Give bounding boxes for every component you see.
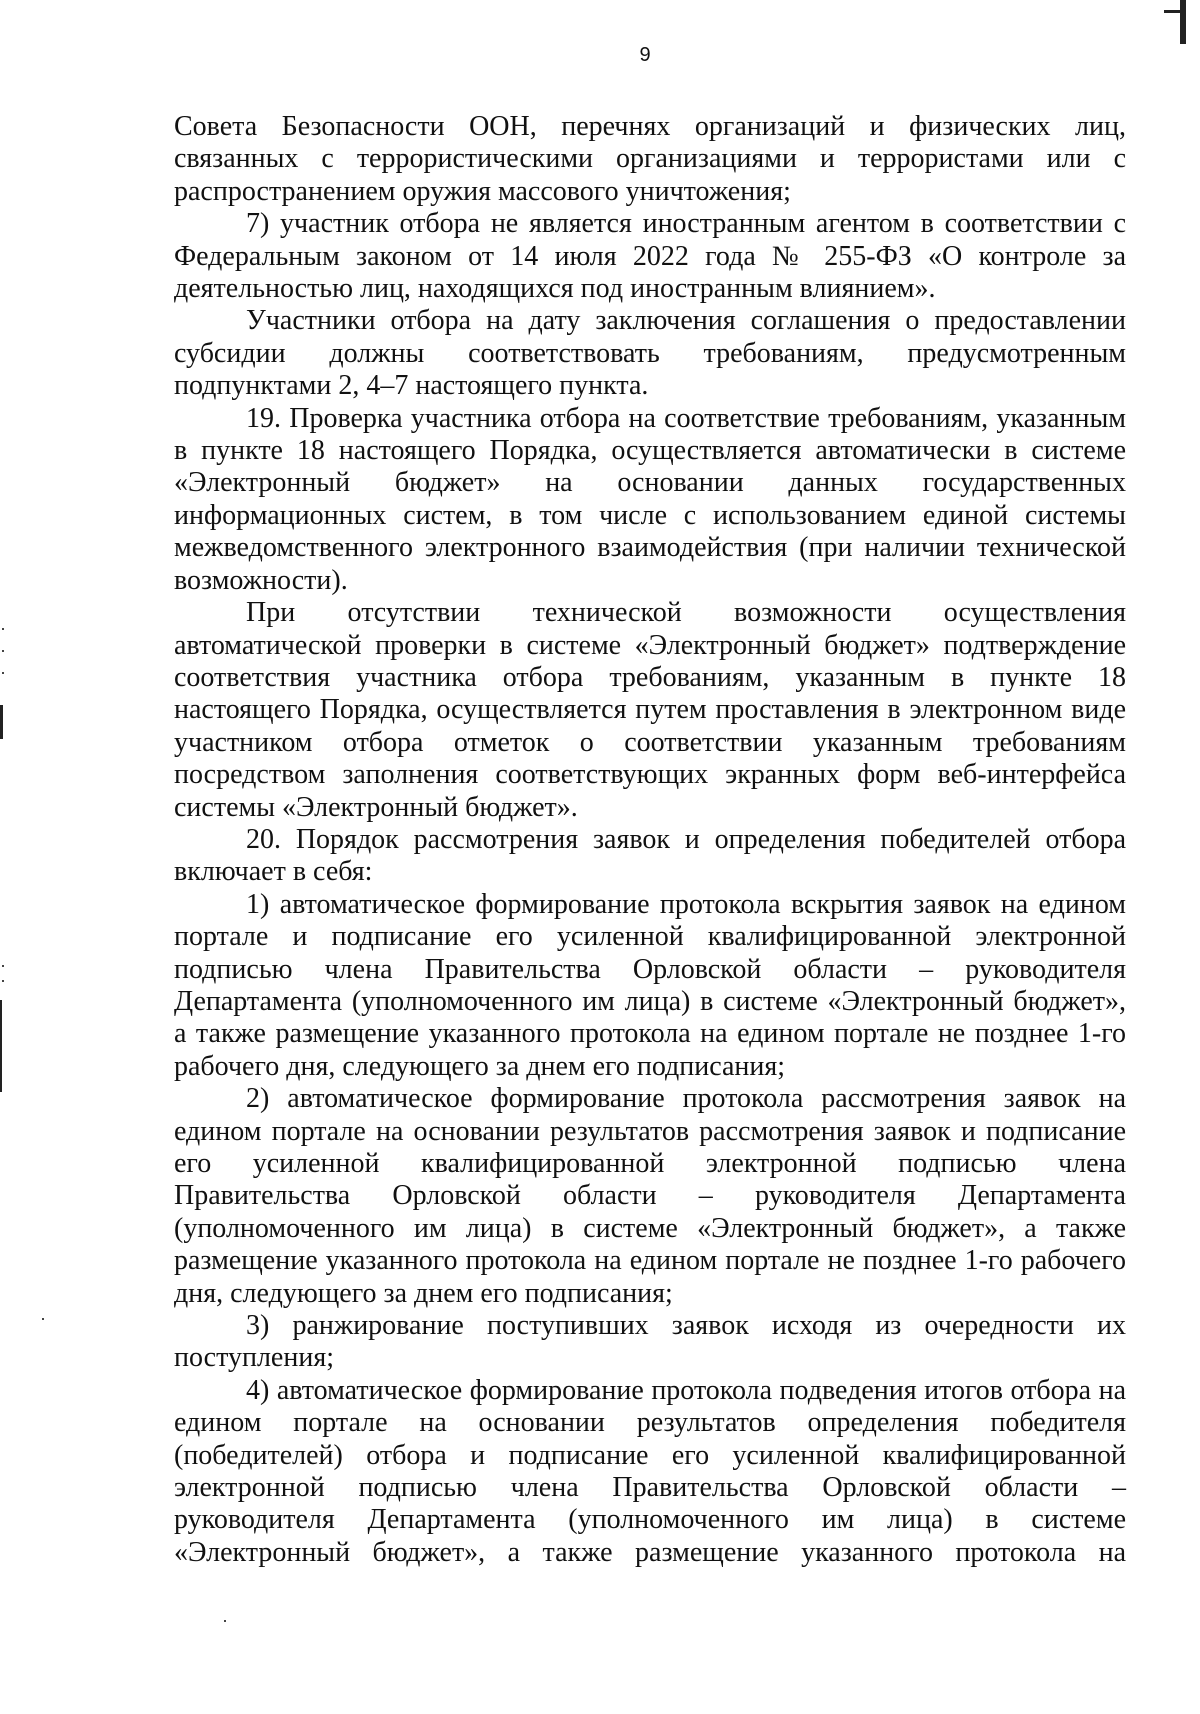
page-number: 9 <box>639 44 651 66</box>
scan-edge-mark <box>0 705 3 739</box>
paragraph: 20. Порядок рассмотрения заявок и определения победителей отбора включает в себя: <box>174 823 1126 888</box>
paragraph: 7) участник отбора не является иностранным агентом в соответствии с Федеральным законом от 14 июля 2022 года № 255-ФЗ «О контроле за деятельностью лиц, находящихся под иностранным влиянием». <box>174 208 1126 305</box>
paragraph: Совета Безопасности ООН, перечнях организаций и физических лиц, связанных с террористическими организациями и террористами или с распространением оружия массового уничтожения; <box>174 111 1126 207</box>
paragraph: 2) автоматическое формирование протокола рассмотрения заявок на едином портале на основании результатов рассмотрения заявок и подписание его усиленной квалифицированной электронной подписью члена Правительства Орловской области – руководителя Департамента (уполномоченного им лица) в системе «Электронный бюджет», а также размещение указанного протокола на едином портале не позднее 1-го рабочего дня, следующего за днем его подписания; <box>174 1083 1126 1309</box>
scan-speck <box>2 965 4 967</box>
document-body <box>174 111 1126 1569</box>
paragraph: Участники отбора на дату заключения соглашения о предоставлении субсидии должны соответствовать требованиям, предусмотренным подпунктами 2, 4–7 настоящего пункта. <box>174 305 1126 402</box>
paragraph: 19. Проверка участника отбора на соответствие требованиям, указанным в пункте 18 настоящего Порядка, осуществляется автоматически в системе «Электронный бюджет» на основании данных государственных информационных систем, в том числе с использованием единой системы межведомственного электронного взаимодействия (при наличии технической возможности). <box>174 402 1126 596</box>
scan-speck <box>2 672 4 674</box>
scan-speck <box>2 650 4 652</box>
scan-speck <box>224 1620 226 1622</box>
scan-speck <box>42 1318 44 1320</box>
scan-edge-mark <box>1164 10 1186 13</box>
paragraph: 1) автоматическое формирование протокола вскрытия заявок на едином портале и подписание его усиленной квалифицированной электронной подписью члена Правительства Орловской области – руководителя Департамента (уполномоченного им лица) в системе «Электронный бюджет», а также размещение указанного протокола на едином портале не позднее 1-го рабочего дня, следующего за днем его подписания; <box>174 888 1126 1082</box>
paragraph: 4) автоматическое формирование протокола подведения итогов отбора на едином портале на основании результатов определения победителя (победителей) отбора и подписание его усиленной квалифицированной электронной подписью члена Правительства Орловской области – руководителя Департамента (уполномоченного им лица) в системе «Электронный бюджет», а также размещение указанного протокола на <box>174 1374 1126 1568</box>
paragraph: При отсутствии технической возможности осуществления автоматической проверки в системе «Электронный бюджет» подтверждение соответствия участника отбора требованиям, указанным в пункте 18 настоящего Порядка, осуществляется путем проставления в электронном виде участником отбора отметок о соответствии указанным требованиям посредством заполнения соответствующих экранных форм веб-интерфейса системы «Электронный бюджет». <box>174 597 1126 823</box>
paragraph: 3) ранжирование поступивших заявок исходя из очередности их поступления; <box>174 1310 1126 1374</box>
scan-speck <box>2 980 4 982</box>
scan-edge-mark <box>0 1000 2 1092</box>
scan-speck <box>2 628 4 630</box>
scan-edge-mark <box>1180 0 1186 44</box>
